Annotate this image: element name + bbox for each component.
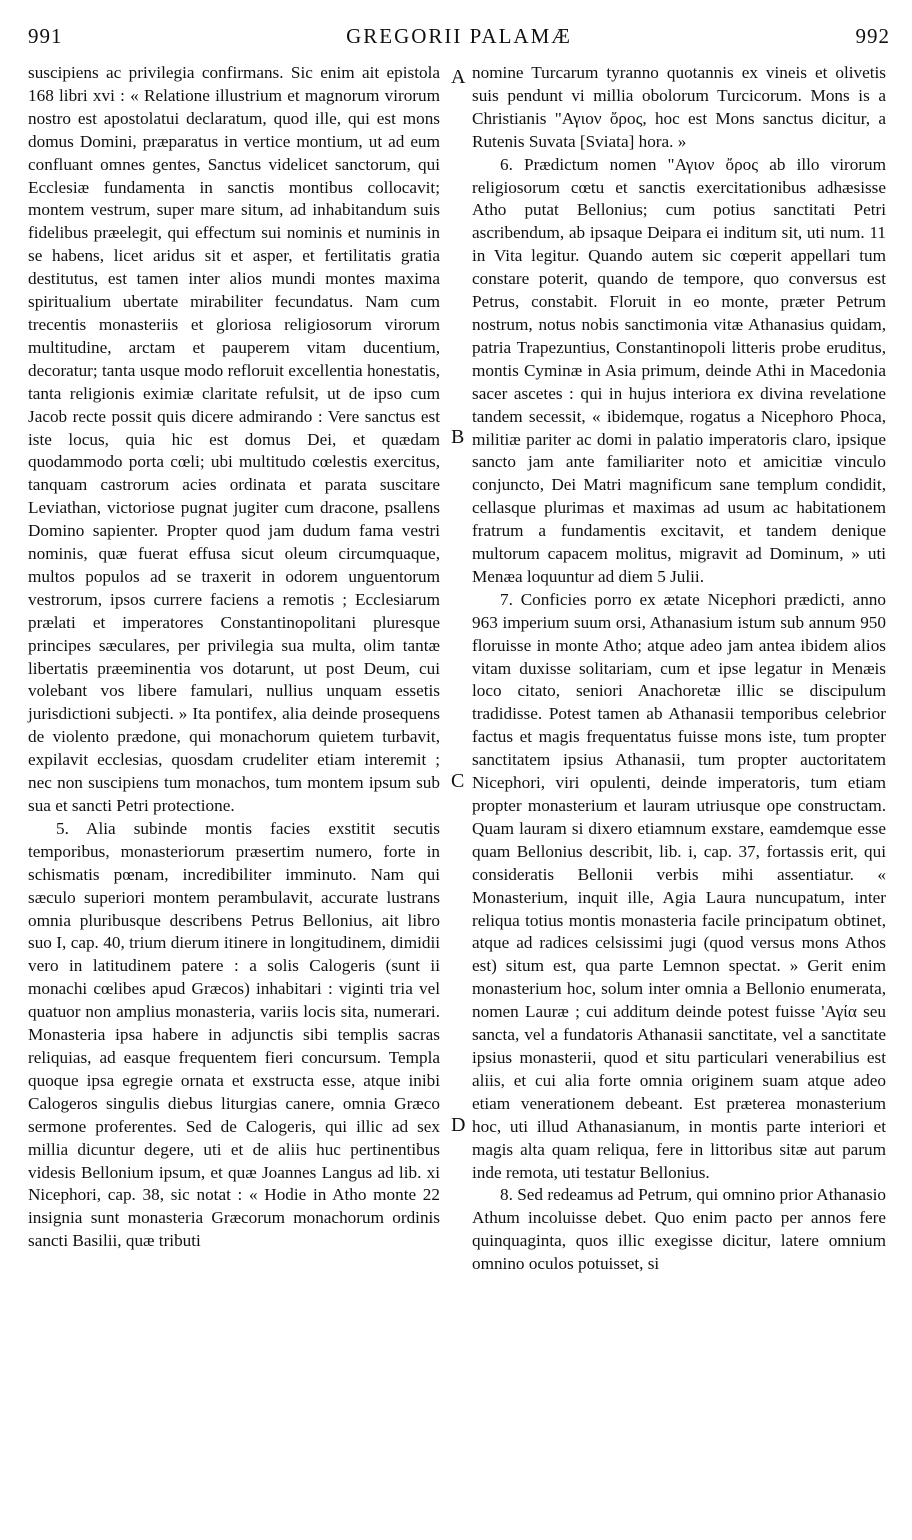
- margin-marker-d: D: [451, 1114, 466, 1136]
- right-column: [472, 62, 886, 1276]
- margin-marker-a: A: [451, 66, 466, 88]
- paragraph-8: 8. Sed redeamus ad Petrum, qui omnino prior Athanasio Athum incoluisse debet. Quo enim pacto per annos fere quinquaginta, quos illic exegisse dicitur, latere omnium omnino oculos potuisset, si: [472, 1185, 886, 1274]
- left-column: [28, 62, 440, 1253]
- paragraph-7: 7. Conficies porro ex ætate Nicephori prædicti, anno 963 imperium suum orsi, Athanasium istum sub annum 950 floruisse in monte Atho; atque adeo jam antea ibidem alios vitam duxisse solitariam, cum et ipse legatur in Menæis loco citato, seniori Anachoretæ illic se discipulum tradidisse. Potest tamen ab Athanasii temporibus celebrior factus et magis frequentatus fuisse mons iste, tum propter sanctitatem ipsius Athanasii, tum propter auctoritatem Nicephori, viri opulenti, deinde imperatoris, tum etiam propter monasterium et lauram utriusque ope constructam. Quam lauram si dixero etiamnum exstare, eamdemque esse quam Bellonius describit, lib. i, cap. 37, fortassis erit, qui consideratis Bellonii verbis mihi assentiatur. « Monasterium, inquit ille, Agia Laura nuncupatum, inter reliqua totius montis monasteria facile principatum obtinet, atque ad radices celsissimi jugi (quod versus mons Athos est) situm est, qua parte Lemnon spectat. » Gerit enim monasterium hoc, solum inter omnia a Bellonio enumerata, nomen Lauræ ; cui additum deinde potest fuisse 'Αγία seu sancta, vel a fundatoris Athanasii sanctitate, vel a sanctitate ipsius monasterii, quod et situ particulari venerabilius est aliis, et cui alia forte omnia originem suam atque adeo etiam venerationem debeant. Est præterea monasterium hoc, uti illud Athanasianum, in montis parte interiori et magis alta quam reliqua, fere in littoribus sitæ aut parum inde remota, uti testatur Bellonius.: [472, 589, 886, 1182]
- margin-marker-c: C: [451, 770, 465, 792]
- page-number-left: 991: [28, 24, 63, 48]
- paragraph-5: 5. Alia subinde montis facies exstitit secutis temporibus, monasteriorum præsertim numero, forte in schismatis pœnam, incredibiliter imminuto. Nam qui sæculo superiori montem perambulavit, accurate lustrans omnia pluribusque describens Petrus Bellonius, ait libro suo I, cap. 40, trium dierum itinere in longitudinem, dimidii vero in latitudinem patere : a solis Calogeris (sunt ii monachi cœlibes apud Græcos) inhabitari : viginti tria vel quatuor non amplius monasteria, variis locis sita, numerari. Monasteria ipsa habere in adjunctis sibi templis sacras reliquias, ad easque frequentem fieri concursum. Templa quoque ipsa egregie ornata et exstructa esse, atque inibi Calogeros singulis diebus liturgias canere, omnia Græco sermone proferentes. Sed de Calogeris, qui illic ad sex millia dicuntur degere, uti et de aliis huc pertinentibus videsis Bellonium ipsum, et quæ Joannes Langus ad lib. xi Nicephori, cap. 38, sic notat : « Hodie in Atho monte 22 insignia sunt monasteria Græcorum monachorum ordinis sancti Basilii, quæ tributi: [28, 818, 440, 1251]
- paragraph-6: 6. Prædictum nomen "Αγιον ὄρος ab illo virorum religiosorum cœtu et sanctis exercitationibus adhæsisse Atho putat Bellonius; cum potius sanctitati Petri ascribendum, ab ipsaque Deipara ei inditum sit, uti num. 11 in Vita legitur. Quando autem sic cœperit appellari tum constare poterit, quando de tempore, quo conversus est Petrus, constabit. Floruit in eo monte, præter Petrum nostrum, notus nobis sanctimonia vitæ Athanasius quidam, patria Trapezuntius, Constantinopoli litteris probe eruditus, montis Cyminæ in Asia primum, deinde Athi in Macedonia sacer ascetes : qui in hujus interiora ex divina revelatione tandem secessit, « ibidemque, rogatus a Nicephoro Phoca, militiæ pariter ac domi in palatio imperatoris claro, ipsique sancto jam ante familiariter noto et amicitiæ vinculo conjuncto, Dei Matri magnificum sane templum condidit, cellasque plurimas et maximas ad usum ac habitationem fratrum a fundamentis excitavit, et tandem denique multorum capacem molitus, migravit ad Dominum, » uti Menæa loquuntur ad diem 5 Julii.: [472, 154, 886, 586]
- paragraph-continuation: nomine Turcarum tyranno quotannis ex vineis et olivetis suis pendunt vi millia obolorum Turcicorum. Mons is a Christianis "Αγιον ὄρος, hoc est Mons sanctus dicitur, a Rutenis Suvata [Sviata] hora. »: [472, 63, 886, 151]
- page-header: [28, 24, 890, 54]
- paragraph-continuation: suscipiens ac privilegia confirmans. Sic enim ait epistola 168 libri xvi : « Relatione illustrium et magnorum virorum nostro est apostolatui declaratum, quod ille, qui est mons domus Domini, præparatus in vertice montium, ut ad eum confluant omnes gentes, Sanctus videlicet sanctorum, qui Ecclesiæ fundamenta in sanctis montibus collocavit; montem vestrum, super mare situm, ad inhabitandum suis fidelibus præelegit, qui effectum sui nominis et numinis in se habens, licet aridus sit et asper, et fertilitatis gratia destitutus, est tamen inter alios mundi montes maxima spiritualium ubertate mirabiliter fecundatus. Nam cum trecentis monasteriis et gloriosa religiosorum virorum multitudine, arctam et pauperem vitam ducentium, decoratur; tanta usque modo refloruit excellentia honestatis, tanta religionis eximiæ claritate refulsit, ut de ipso cum Jacob recte possit quis dicere admirando : Vere sanctus est iste locus, quia hic est domus Dei, et quædam quodammodo porta cœli; ubi multitudo cœlestis exercitus, tanquam castrorum acies ordinata et parata suscitare Leviathan, victoriose pugnat jugiter cum dracone, psallens Domino sapienter. Propter quod jam dudum fama vestri nominis, quæ fuerat effusa sicut oleum circumquaque, multos populos ad se traxerit in odorem unguentorum vestrorum, ipsos currere faciens a remotis ; Ecclesiarum prælati et imperatores Constantinopolitani pluresque principes sæculares, per privilegia sua multa, olim tantæ libertatis præeminentia vos dotarunt, ut post Deum, cui volebant vos libere famulari, nullius unquam essetis jurisdictioni subjecti. » Ita pontifex, alia deinde prosequens de violento prædone, qui monachorum quietem turbavit, expilavit ecclesias, quosdam crudeliter etiam interemit ; nec non suscipiens tum monachos, tum montem ipsum sub sua et sancti Petri protectione.: [28, 63, 440, 815]
- margin-marker-b: B: [451, 426, 465, 448]
- running-title: GREGORII PALAMÆ: [346, 24, 572, 48]
- page-number-right: 992: [855, 24, 890, 48]
